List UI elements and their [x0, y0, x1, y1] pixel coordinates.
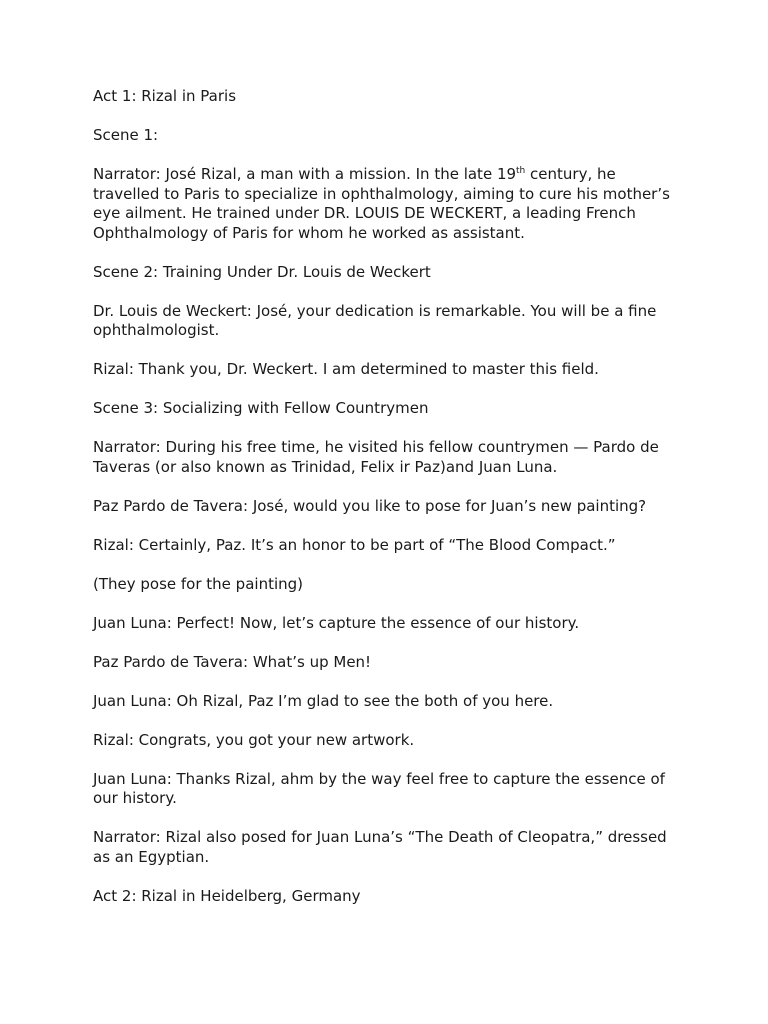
document-page: [93, 87, 683, 926]
dialogue-paz-pose: Paz Pardo de Tavera: José, would you like to pose for Juan’s new painting?: [93, 496, 647, 515]
dialogue-weckert: Dr. Louis de Weckert: José, your dedication is remarkable. You will be a fine ophthalmologist.: [93, 301, 657, 339]
act-2-heading: Act 2: Rizal in Heidelberg, Germany: [93, 886, 361, 905]
dialogue-luna-thanks: Juan Luna: Thanks Rizal, ahm by the way feel free to capture the essence of our history.: [93, 769, 665, 807]
scene-3-heading: Scene 3: Socializing with Fellow Countrymen: [93, 399, 429, 417]
dialogue-rizal-congrats: Rizal: Congrats, you got your new artwork.: [93, 730, 415, 749]
dialogue-luna-glad: Juan Luna: Oh Rizal, Paz I’m glad to see the both of you here.: [93, 691, 554, 710]
scene-2-heading: Scene 2: Training Under Dr. Louis de Weckert: [93, 262, 431, 281]
narrator-intro-text-start: Narrator: José Rizal, a man with a mission. In the late 19: [93, 165, 517, 183]
dialogue-luna-perfect: Juan Luna: Perfect! Now, let’s capture the essence of our history.: [93, 613, 580, 632]
dialogue-rizal-blood-compact: Rizal: Certainly, Paz. It’s an honor to be part of “The Blood Compact.”: [93, 535, 616, 554]
narrator-intro-paragraph: [93, 165, 683, 243]
ordinal-superscript: th: [516, 166, 526, 176]
narrator-countrymen-paragraph: Narrator: During his free time, he visited his fellow countrymen — Pardo de Taveras (or also known as Trinidad, Felix ir Paz)and Juan Luna.: [93, 438, 659, 476]
dialogue-rizal-thanks: Rizal: Thank you, Dr. Weckert. I am determined to master this field.: [93, 360, 599, 378]
stage-direction-pose: (They pose for the painting): [93, 574, 303, 593]
narrator-intro-text-end: century, he travelled to Paris to specialize in ophthalmology, aiming to cure his mother’s eye ailment. He trained under DR. LOUIS DE WECKERT, a leading French Ophthalmology of Paris for whom he worked as assistant.: [93, 165, 670, 242]
dialogue-paz-greeting: Paz Pardo de Tavera: What’s up Men!: [93, 652, 372, 671]
act-1-heading: Act 1: Rizal in Paris: [93, 87, 237, 105]
scene-1-heading: Scene 1:: [93, 126, 159, 144]
narrator-cleopatra-paragraph: Narrator: Rizal also posed for Juan Luna’s “The Death of Cleopatra,” dressed as an Egyptian.: [93, 828, 667, 866]
